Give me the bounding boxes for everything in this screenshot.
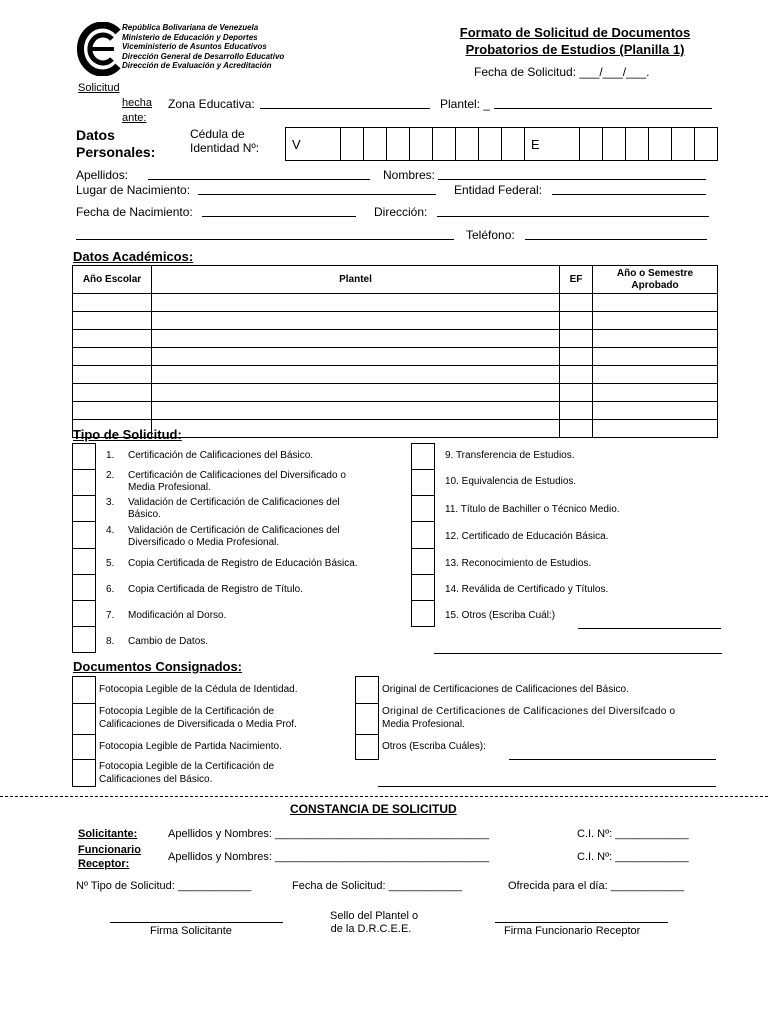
tipo-item-5	[106, 558, 358, 569]
ministry-logo-icon	[76, 22, 124, 76]
doc-item-text-2: Calificaciones de Diversificada o Media Prof.	[99, 719, 297, 730]
cedula-cell[interactable]	[387, 128, 410, 161]
logo-line: Dirección de Evaluación y Acreditación	[122, 61, 272, 70]
tipo-item-11: 11. Título de Bachiller o Técnico Medio.	[445, 504, 620, 515]
tipo-checkbox-1[interactable]	[72, 443, 96, 470]
col-aprobado-2: Aprobado	[631, 279, 679, 291]
tipo-checkbox-8[interactable]	[72, 626, 96, 653]
tipo-item-text: Certificación de Calificaciones del Diversificado o	[128, 470, 346, 481]
table-cell[interactable]	[560, 312, 593, 330]
tipo-item-1	[106, 450, 313, 462]
col-ef: EF	[560, 266, 593, 294]
form-title-line2: Probatorios de Estudios (Planilla 1)	[465, 42, 685, 57]
doc-item-text: Fotocopia Legible de la Certificación de	[99, 761, 275, 772]
tipo-checkbox-10[interactable]	[411, 469, 435, 496]
table-cell[interactable]	[152, 366, 560, 384]
doc-item-7: Otros (Escriba Cuáles):	[382, 741, 486, 752]
tipo-solicitud-title: Tipo de Solicitud:	[73, 427, 182, 442]
cut-line-divider	[0, 796, 768, 797]
telefono-label: Teléfono:	[466, 228, 515, 242]
tipo-item-number: 7.	[106, 610, 115, 621]
doc-checkbox-4[interactable]	[72, 759, 96, 787]
constancia-title: CONSTANCIA DE SOLICITUD	[290, 802, 457, 816]
tipo-item-number: 6.	[106, 584, 115, 595]
table-row	[73, 384, 718, 402]
doc-item-5: Original de Certificaciones de Calificaciones del Básico.	[382, 684, 629, 695]
sello-label-1: Sello del Plantel o	[330, 910, 419, 922]
table-cell[interactable]	[73, 330, 152, 348]
cedula-digit-grid	[285, 127, 718, 161]
tipo-item-text: Validación de Certificación de Calificaciones del	[128, 497, 340, 508]
table-row	[73, 366, 718, 384]
funcionario-label	[78, 843, 141, 871]
tipo-item-3	[106, 497, 340, 521]
tipo-item-13: 13. Reconocimiento de Estudios.	[445, 558, 592, 569]
tipo-checkbox-9[interactable]	[411, 443, 435, 470]
entidad-federal-field[interactable]	[552, 194, 706, 195]
table-cell[interactable]	[73, 312, 152, 330]
doc-checkbox-2[interactable]	[72, 703, 96, 735]
academic-table-header	[73, 266, 718, 294]
doc-item-6	[382, 705, 675, 731]
cedula-label	[190, 127, 259, 155]
entidad-federal-label: Entidad Federal:	[454, 183, 543, 197]
academic-table	[72, 265, 718, 438]
logo-line: Dirección General de Desarrollo Educativo	[122, 51, 285, 61]
table-cell[interactable]	[73, 366, 152, 384]
doc-checkbox-3[interactable]	[72, 734, 96, 760]
cedula-v-label: V	[292, 136, 301, 152]
tipo-item-text: Validación de Certificación de Calificaciones del	[128, 525, 340, 536]
tipo-checkbox-2[interactable]	[72, 469, 96, 496]
direccion-label: Dirección:	[374, 205, 428, 219]
firma-funcionario-label: Firma Funcionario Receptor	[504, 925, 641, 937]
tipo-checkbox-12[interactable]	[411, 521, 435, 549]
lugar-nacimiento-field[interactable]	[198, 194, 436, 195]
table-cell[interactable]	[593, 420, 718, 438]
col-aprobado	[593, 266, 718, 294]
table-cell[interactable]	[593, 366, 718, 384]
doc-checkbox-5[interactable]	[355, 676, 379, 704]
table-cell[interactable]	[593, 402, 718, 420]
datos-personales-title	[76, 127, 155, 161]
tipo-checkbox-11[interactable]	[411, 495, 435, 522]
datos-academicos-title: Datos Académicos:	[73, 249, 194, 264]
solicitante-ci-field[interactable]: C.I. Nº: ____________	[577, 828, 689, 840]
table-cell[interactable]	[73, 384, 152, 402]
direccion-field-continued[interactable]	[76, 239, 454, 240]
tipo-item-15: 15. Otros (Escriba Cuál:)	[445, 610, 556, 621]
table-cell[interactable]	[73, 402, 152, 420]
tipo-item-text-2: Básico.	[128, 509, 161, 520]
tipo-solicitud-number-field[interactable]: Nº Tipo de Solicitud: ____________	[76, 880, 252, 892]
form-title-line1: Formato de Solicitud de Documentos	[459, 25, 691, 40]
otros-cual-field-2[interactable]	[434, 653, 722, 654]
documentos-title: Documentos Consignados:	[73, 659, 243, 674]
tipo-item-2	[106, 470, 346, 494]
table-cell[interactable]	[560, 348, 593, 366]
tipo-item-text-2: Media Profesional.	[128, 482, 211, 493]
cedula-cell[interactable]	[626, 128, 649, 161]
plantel-label: Plantel: _	[440, 97, 491, 111]
form-title	[430, 24, 720, 58]
doc-item-1: Fotocopia Legible de la Cédula de Identidad.	[99, 684, 298, 695]
cedula-label-1: Cédula de	[190, 127, 245, 141]
cedula-cell[interactable]	[695, 128, 718, 161]
table-row	[73, 402, 718, 420]
table-cell[interactable]	[152, 402, 560, 420]
doc-checkbox-1[interactable]	[72, 676, 96, 704]
tipo-checkbox-13[interactable]	[411, 548, 435, 575]
logo-line: República Bolivariana de Venezuela	[122, 23, 259, 32]
table-cell[interactable]	[593, 384, 718, 402]
zona-educativa-field[interactable]	[260, 108, 430, 109]
tipo-item-text: Certificación de Calificaciones del Básico.	[128, 450, 314, 461]
cedula-cell[interactable]	[456, 128, 479, 161]
table-cell[interactable]	[152, 348, 560, 366]
table-row	[73, 294, 718, 312]
cedula-cell-e[interactable]	[525, 128, 580, 161]
cedula-cell[interactable]	[410, 128, 433, 161]
plantel-field[interactable]	[494, 108, 712, 109]
doc-item-text-2: Calificaciones del Básico.	[99, 774, 213, 785]
otros-cual-field[interactable]	[578, 628, 721, 629]
tipo-item-number: 5.	[106, 558, 115, 569]
funcionario-label-1: Funcionario	[78, 844, 141, 856]
doc-item-3: Fotocopia Legible de Partida Nacimiento.	[99, 741, 282, 752]
table-row	[73, 312, 718, 330]
funcionario-ci-field[interactable]: C.I. Nº: ____________	[577, 851, 689, 863]
table-cell[interactable]	[152, 330, 560, 348]
tipo-item-text: Cambio de Datos.	[128, 636, 209, 647]
solicitud-label-hecha: hecha	[122, 97, 152, 109]
col-plantel: Plantel	[152, 266, 560, 294]
solicitante-label: Solicitante:	[78, 828, 138, 840]
tipo-item-number: 4.	[106, 525, 115, 536]
cedula-cell[interactable]	[341, 128, 364, 161]
table-cell[interactable]	[152, 312, 560, 330]
otros-cuales-field[interactable]	[509, 759, 716, 760]
solicitud-label: Solicitud	[78, 82, 120, 94]
fecha-nacimiento-label: Fecha de Nacimiento:	[76, 205, 193, 219]
cedula-cell[interactable]	[364, 128, 387, 161]
tipo-item-9: 9. Transferencia de Estudios.	[445, 450, 575, 461]
tipo-checkbox-6[interactable]	[72, 574, 96, 601]
tipo-item-number: 3.	[106, 497, 115, 508]
tipo-item-text: Copia Certificada de Registro de Título.	[128, 584, 303, 595]
tipo-item-number: 1.	[106, 450, 115, 461]
cedula-cell[interactable]	[502, 128, 525, 161]
tipo-item-text: Copia Certificada de Registro de Educación Básica.	[128, 558, 358, 569]
firma-solicitante-line[interactable]	[110, 922, 283, 923]
tipo-item-number: 2.	[106, 470, 115, 481]
telefono-field[interactable]	[525, 239, 707, 240]
tipo-checkbox-15[interactable]	[411, 600, 435, 627]
tipo-item-8	[106, 636, 208, 647]
cedula-cell[interactable]	[433, 128, 456, 161]
otros-cuales-field-2[interactable]	[378, 786, 716, 787]
cedula-cell[interactable]	[649, 128, 672, 161]
table-cell[interactable]	[73, 348, 152, 366]
table-cell[interactable]	[73, 294, 152, 312]
sello-label-2: de la D.R.C.E.E.	[330, 923, 412, 935]
doc-item-text: Original de Certificaciones de Calificaciones del Diversifcado o	[382, 706, 676, 717]
logo-line: Viceministerio de Asuntos Educativos	[122, 42, 267, 51]
datos-personales-title-2: Personales:	[76, 144, 156, 160]
fecha-solicitud-constancia-field[interactable]: Fecha de Solicitud: ____________	[292, 880, 463, 892]
tipo-checkbox-3[interactable]	[72, 495, 96, 522]
ministry-name-block	[122, 23, 284, 71]
tipo-item-number: 8.	[106, 636, 115, 647]
funcionario-nombres-field[interactable]: Apellidos y Nombres: ___________________________________	[168, 851, 490, 863]
firma-solicitante-label: Firma Solicitante	[150, 925, 232, 937]
cedula-cell[interactable]	[672, 128, 695, 161]
tipo-item-text-2: Diversificado o Media Profesional.	[128, 537, 280, 548]
table-cell[interactable]	[593, 348, 718, 366]
table-cell[interactable]	[593, 294, 718, 312]
funcionario-label-2: Receptor:	[78, 858, 130, 870]
apellidos-field[interactable]	[148, 179, 370, 180]
doc-item-4	[99, 760, 274, 786]
table-row	[73, 348, 718, 366]
logo-line: Ministerio de Educación y Deportes	[122, 32, 258, 42]
tipo-item-7	[106, 610, 226, 621]
fecha-solicitud-field[interactable]: Fecha de Solicitud: ___/___/___.	[474, 65, 650, 79]
doc-item-text: Fotocopia Legible de la Certificación de	[99, 706, 275, 717]
tipo-item-10: 10. Equivalencia de Estudios.	[445, 476, 577, 487]
col-aprobado-1: Año o Semestre	[616, 267, 694, 279]
cedula-e-label: E	[531, 136, 540, 152]
sello-label	[330, 910, 419, 936]
datos-personales-title-1: Datos	[76, 127, 115, 143]
nombres-label: Nombres:	[383, 168, 436, 182]
doc-item-text-2: Media Profesional.	[382, 719, 465, 730]
zona-educativa-label: Zona Educativa:	[168, 97, 255, 111]
table-row	[73, 330, 718, 348]
col-ano-escolar: Año Escolar	[73, 266, 152, 294]
tipo-item-12: 12. Certificado de Educación Básica.	[445, 531, 609, 542]
doc-checkbox-7[interactable]	[355, 734, 379, 760]
tipo-checkbox-4[interactable]	[72, 521, 96, 549]
table-cell[interactable]	[560, 420, 593, 438]
table-cell[interactable]	[560, 366, 593, 384]
ofrecida-field[interactable]: Ofrecida para el día: ____________	[508, 880, 685, 892]
cedula-cell[interactable]	[580, 128, 603, 161]
tipo-item-text: Modificación al Dorso.	[128, 610, 227, 621]
table-cell[interactable]	[152, 384, 560, 402]
table-cell[interactable]	[560, 294, 593, 312]
cedula-label-2: Identidad Nº:	[190, 141, 260, 155]
direccion-field[interactable]	[437, 216, 709, 217]
table-cell[interactable]	[152, 420, 560, 438]
firma-funcionario-line[interactable]	[495, 922, 668, 923]
apellidos-label: Apellidos:	[76, 168, 129, 182]
tipo-item-6	[106, 584, 303, 595]
doc-item-2	[99, 705, 297, 731]
solicitud-label-ante: ante:	[122, 112, 147, 124]
table-cell[interactable]	[152, 294, 560, 312]
table-cell[interactable]	[560, 402, 593, 420]
tipo-item-4	[106, 525, 340, 549]
tipo-checkbox-7[interactable]	[72, 600, 96, 627]
cedula-cell[interactable]	[479, 128, 502, 161]
table-cell[interactable]	[593, 330, 718, 348]
tipo-checkbox-5[interactable]	[72, 548, 96, 575]
table-cell[interactable]	[560, 330, 593, 348]
nombres-field[interactable]	[438, 179, 706, 180]
lugar-nacimiento-label: Lugar de Nacimiento:	[76, 183, 191, 197]
solicitante-nombres-field[interactable]: Apellidos y Nombres: ___________________________________	[168, 828, 490, 840]
table-cell[interactable]	[560, 384, 593, 402]
cedula-cell-v[interactable]	[286, 128, 341, 161]
tipo-item-14: 14. Reválida de Certificado y Títulos.	[445, 584, 609, 595]
table-cell[interactable]	[593, 312, 718, 330]
fecha-nacimiento-field[interactable]	[202, 216, 356, 217]
tipo-checkbox-14[interactable]	[411, 574, 435, 601]
doc-checkbox-6[interactable]	[355, 703, 379, 735]
cedula-cell[interactable]	[603, 128, 626, 161]
